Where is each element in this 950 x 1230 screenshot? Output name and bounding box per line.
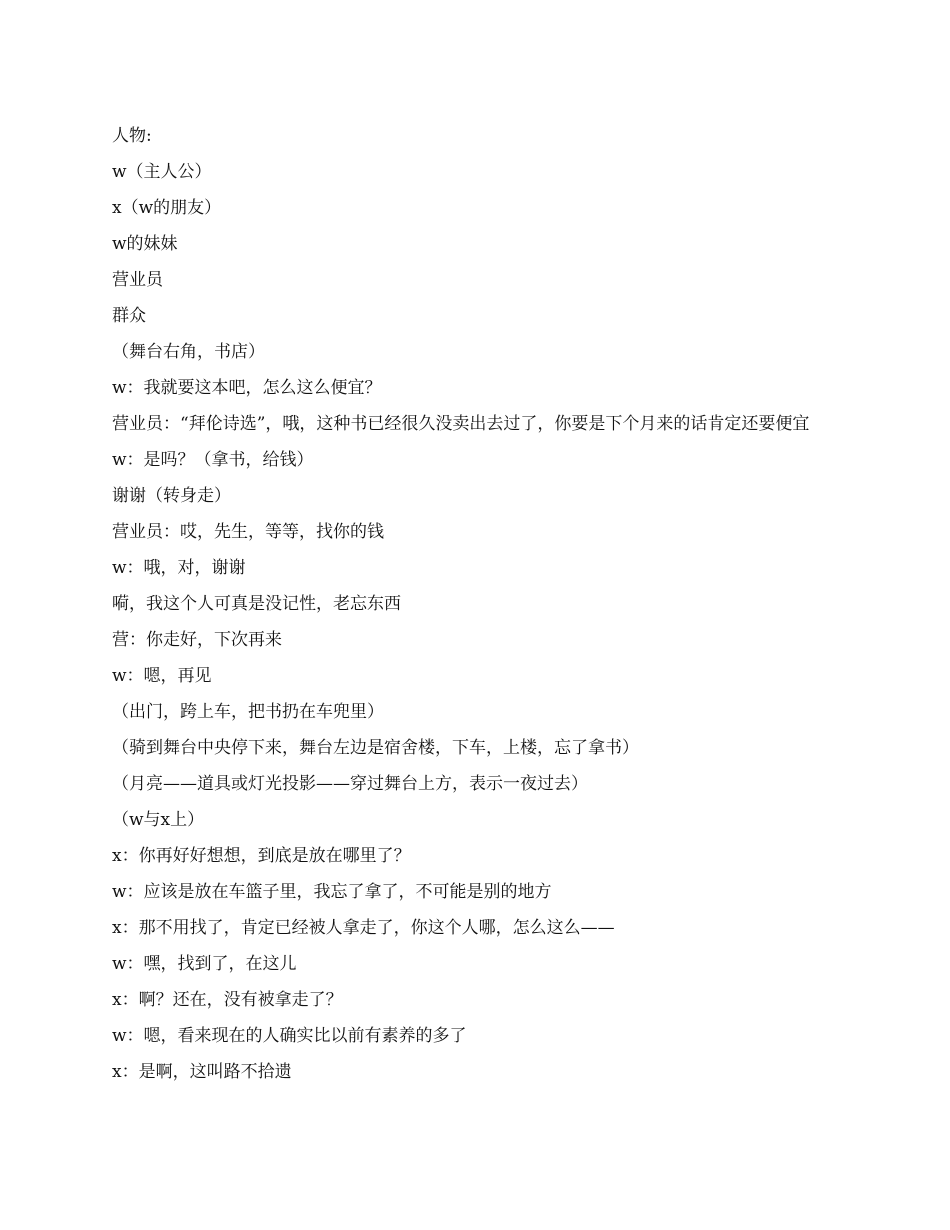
dialogue-line: w：我就要这本吧，怎么这么便宜？ (112, 378, 382, 398)
dialogue-line: x：你再好好想想，到底是放在哪里了？ (112, 846, 411, 866)
cast-heading: 人物: (112, 126, 152, 146)
cast-line: 营业员 (112, 270, 163, 290)
stage-direction: （月亮——道具或灯光投影——穿过舞台上方，表示一夜过去） (112, 774, 588, 794)
dialogue-line: x：啊？还在，没有被拿走了？ (112, 990, 343, 1010)
dialogue-line: x：那不用找了，肯定已经被人拿走了，你这个人哪，怎么这么—— (112, 918, 615, 938)
dialogue-line: w：是吗？（拿书，给钱） (112, 450, 314, 470)
dialogue-line: w：嗯，看来现在的人确实比以前有素养的多了 (112, 1026, 467, 1046)
dialogue-line: 营：你走好，下次再来 (112, 630, 282, 650)
cast-line: x（w的朋友） (112, 198, 222, 218)
dialogue-line: w：嘿，找到了，在这儿 (112, 954, 297, 974)
script-body (112, 126, 842, 1098)
cast-line: w的妹妹 (112, 234, 178, 254)
dialogue-line: w：嗯，再见 (112, 666, 212, 686)
dialogue-line: x：是啊，这叫路不拾遗 (112, 1062, 292, 1082)
dialogue-line: 营业员：“拜伦诗选”，哦，这种书已经很久没卖出去过了，你要是下个月来的话肯定还要便宜 (112, 414, 810, 434)
stage-direction: （出门，跨上车，把书扔在车兜里） (112, 702, 384, 722)
dialogue-line: 嗬，我这个人可真是没记性，老忘东西 (112, 594, 401, 614)
stage-direction: （w与x上） (112, 810, 205, 830)
cast-line: 群众 (112, 306, 146, 326)
cast-line: w（主人公） (112, 162, 212, 182)
stage-direction: （骑到舞台中央停下来，舞台左边是宿舍楼，下车，上楼，忘了拿书） (112, 738, 639, 758)
stage-direction: （舞台右角，书店） (112, 342, 265, 362)
dialogue-line: w：应该是放在车篮子里，我忘了拿了，不可能是别的地方 (112, 882, 552, 902)
dialogue-line: 营业员：哎，先生，等等，找你的钱 (112, 522, 384, 542)
dialogue-line: w：哦，对，谢谢 (112, 558, 246, 578)
dialogue-line: 谢谢（转身走） (112, 486, 231, 506)
